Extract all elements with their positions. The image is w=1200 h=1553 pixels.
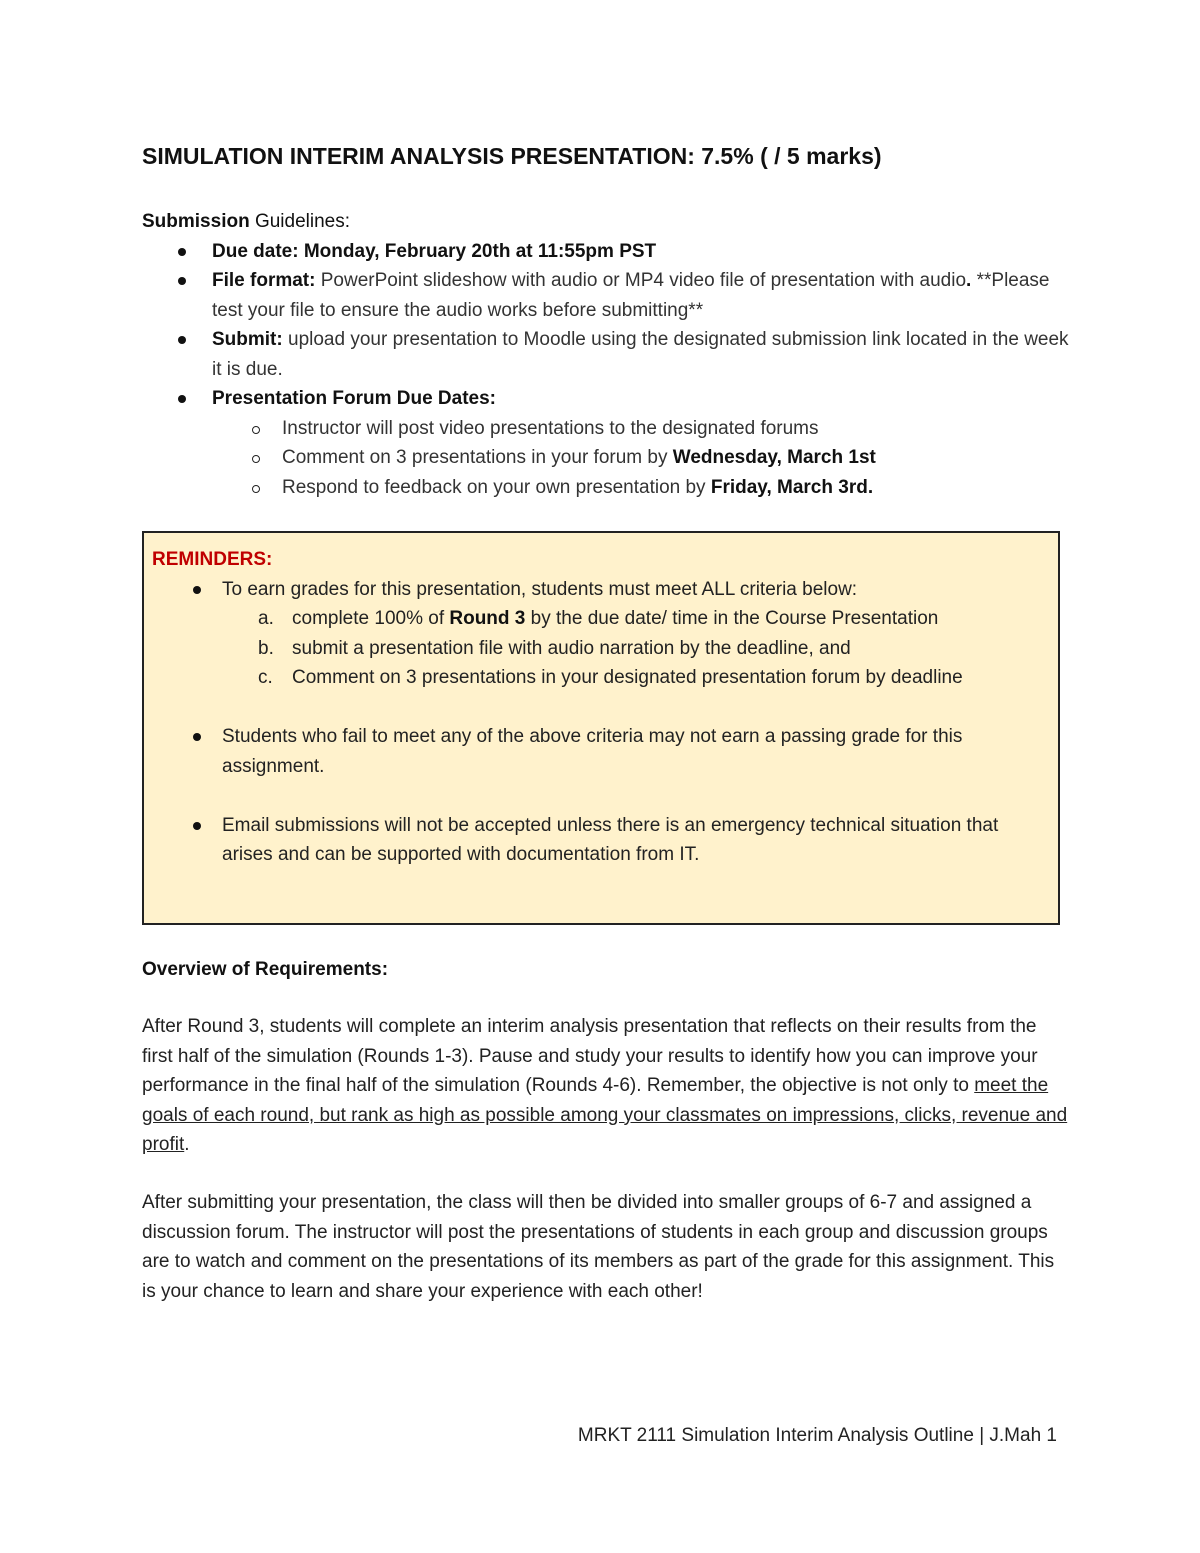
email-note-text: Email submissions will not be accepted unless there is an emergency technical situation that arises and can be supported with documentation from IT.	[222, 814, 999, 865]
forum-due-dates-label: Presentation Forum Due Dates:	[212, 388, 496, 409]
forum-item-date: Friday, March 3rd.	[710, 476, 874, 498]
forum-item-date: Wednesday, March 1st	[672, 447, 876, 468]
criteria-text: complete 100% of	[292, 608, 450, 629]
file-format-label: File format:	[212, 270, 316, 291]
criteria-marker: c.	[258, 667, 273, 688]
criteria-list	[222, 604, 1042, 693]
submission-heading-rest: Guidelines:	[249, 211, 351, 232]
reminder-fail-note	[152, 722, 1042, 781]
forum-item-text: Comment on 3 presentations in your forum by	[282, 447, 673, 468]
reminder-intro: To earn grades for this presentation, students must meet ALL criteria below:	[222, 578, 858, 600]
submission-guidelines-heading	[142, 207, 1072, 237]
criteria-text: Comment on 3 presentations in your designated presentation forum by deadline	[292, 667, 963, 688]
reminders-title: REMINDERS:	[152, 549, 273, 570]
criteria-marker: a.	[258, 608, 274, 629]
criteria-text: submit a presentation file with audio narration by the deadline, and	[292, 637, 851, 659]
submission-guidelines-section	[142, 207, 1072, 502]
forum-item-text: Respond to feedback on your own presentation by	[282, 476, 711, 498]
forum-item-text: Instructor will post video presentations to the designated forums	[282, 417, 819, 439]
criteria-bold: Round 3	[449, 608, 526, 629]
guideline-due-date	[142, 237, 1072, 267]
criteria-item	[222, 634, 1042, 664]
guideline-file-format	[142, 266, 1072, 325]
file-format-note: **Please test your file to ensure the audio works before submitting**	[212, 270, 1050, 321]
overview-heading: Overview of Requirements:	[142, 959, 389, 980]
fail-note-text: Students who fail to meet any of the above criteria may not earn a passing grade for this assignment.	[222, 726, 963, 777]
submit-label: Submit:	[212, 329, 283, 350]
due-date-label: Due date:	[212, 240, 299, 262]
reminders-list	[152, 575, 1042, 870]
overview-paragraph-2: After submitting your presentation, the class will then be divided into smaller groups of 6-7 and assigned a discussion forum. The instructor will post the presentations of students in each group and discussion groups are to watch and comment on the presentations of its members as part of the grade for this assignment. This is your chance to learn and share your experience with each other!	[142, 1192, 1055, 1302]
forum-item	[212, 414, 1072, 444]
criteria-item	[222, 663, 1042, 693]
criteria-text-post: by the due date/ time in the Course Presentation	[525, 608, 939, 629]
due-date-value: Monday, February 20th at 11:55pm PST	[298, 240, 657, 262]
paragraph-text: After Round 3, students will complete an interim analysis presentation that reflects on their results from the first half of the simulation (Rounds 1-3). Pause and study your results to identify how you can improve your performance in the final half of the simulation (Rounds 4-6). Remember, the objective is not only to	[142, 1016, 1038, 1096]
paragraph-end: .	[184, 1134, 190, 1155]
guidelines-list	[142, 237, 1072, 503]
page-footer: MRKT 2111 Simulation Interim Analysis Outline | J.Mah 1	[577, 1425, 1057, 1446]
forum-due-dates-list	[212, 414, 1072, 503]
underlined-objective: meet the goals of each round, but rank as high as possible among your classmates on impressions, clicks, revenue and profit	[142, 1075, 1068, 1155]
forum-item	[212, 443, 1072, 473]
reminder-email-note	[152, 811, 1042, 870]
reminders-box	[142, 531, 1060, 925]
criteria-item	[222, 604, 1042, 634]
criteria-marker: b.	[258, 637, 274, 659]
overview-paragraph-1	[142, 1012, 1072, 1160]
document-title: SIMULATION INTERIM ANALYSIS PRESENTATION: 7.5% ( / 5 marks)	[142, 143, 882, 169]
guideline-submit	[142, 325, 1072, 384]
guideline-forum-due-dates	[142, 384, 1072, 502]
reminder-criteria	[152, 575, 1042, 693]
file-format-dot: .	[966, 270, 972, 291]
submit-value: upload your presentation to Moodle using the designated submission link located in the week it is due.	[212, 329, 1069, 380]
file-format-value: PowerPoint slideshow with audio or MP4 video file of presentation with audio	[315, 270, 967, 291]
submission-heading-bold: Submission	[142, 211, 250, 232]
forum-item	[212, 473, 1072, 503]
